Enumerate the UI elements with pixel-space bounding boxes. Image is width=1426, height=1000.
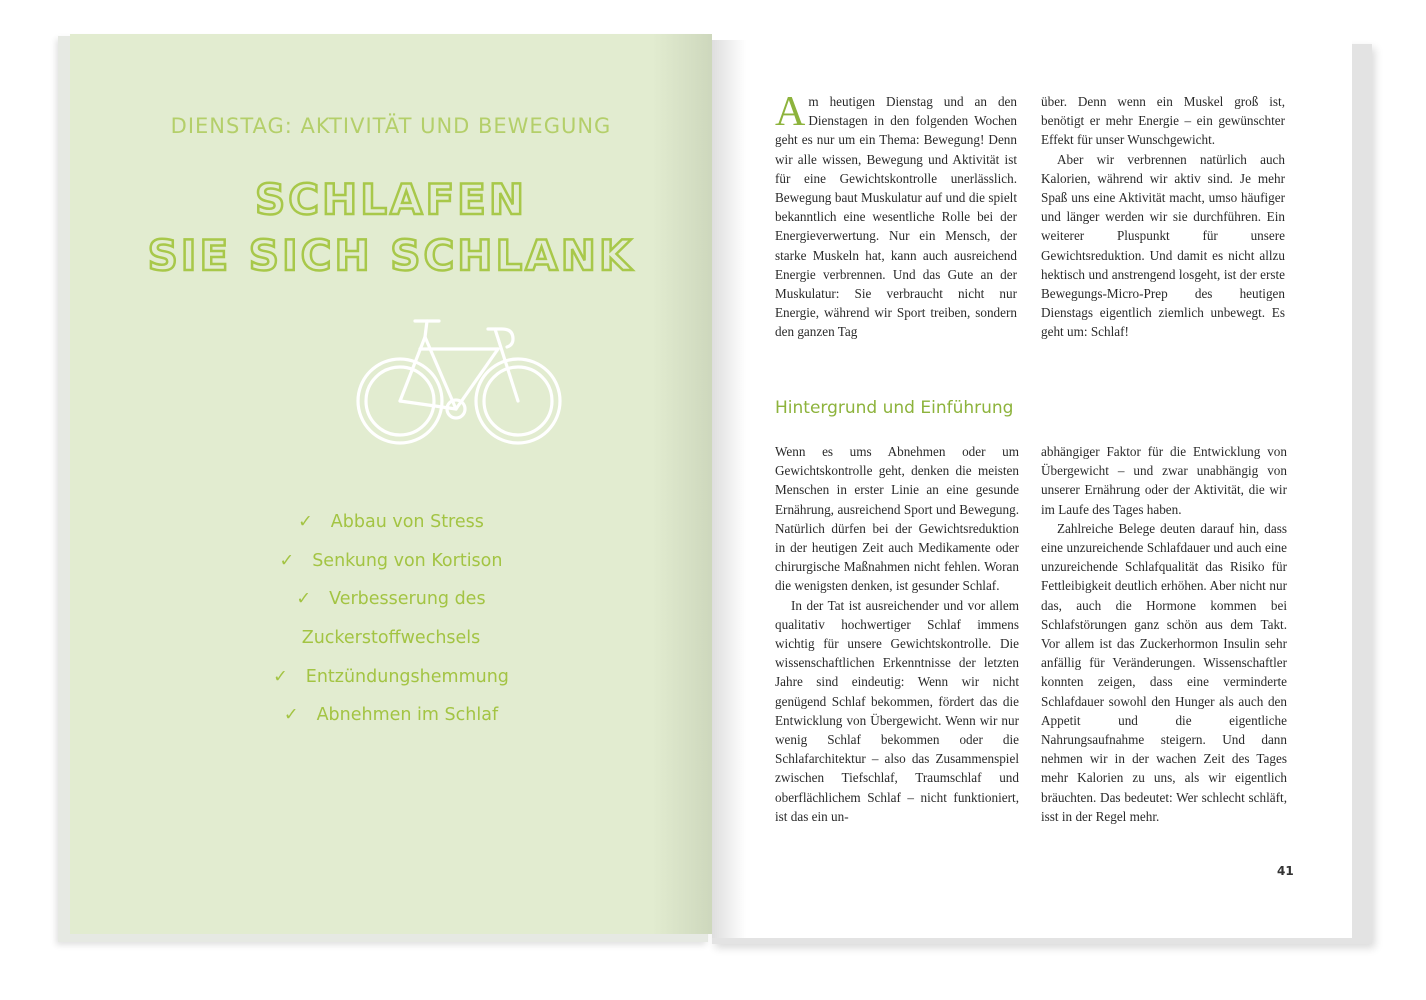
body-column-1 xyxy=(775,442,1019,826)
benefit-item xyxy=(70,580,712,619)
drop-cap: A xyxy=(775,89,806,135)
checkmark-icon: ✓ xyxy=(296,589,312,610)
benefit-label: Verbesserung des xyxy=(329,589,486,610)
section-heading: Hintergrund und Einführung xyxy=(775,398,1014,418)
benefit-label: Entzündungshemmung xyxy=(305,666,509,687)
benefit-label: Senkung von Kortison xyxy=(312,550,503,571)
page-number: 41 xyxy=(1277,864,1294,878)
benefit-item xyxy=(70,542,712,581)
body-column-2 xyxy=(1041,442,1287,826)
benefit-label: Abnehmen im Schlaf xyxy=(316,705,499,726)
checkmark-icon: ✓ xyxy=(279,550,295,571)
checkmark-icon: ✓ xyxy=(273,666,288,687)
left-page xyxy=(70,34,712,934)
benefit-item-continuation xyxy=(70,619,712,658)
body-paragraph-2: In der Tat ist ausreichender und vor allem qualitativ hochwertiger Schlaf immens wichtig für unsere Gewichtskontrolle. Die wissenschaftlichen Erkenntnisse der letzten Jahre sind eindeutig: Wenn wir nicht genügend Schlaf bekommen, fördert das die Entwicklung von Übergewicht. Wenn wir nur wenig Schlaf bekommen oder die Schlafarchitektur – also das Zusammenspiel zwischen Tiefschlaf, Traumschlaf und oberflächlichem Schlaf – nicht funktioniert, ist das ein un- xyxy=(775,597,1019,824)
benefit-item xyxy=(70,503,712,542)
intro-column-1 xyxy=(775,89,1017,342)
body-paragraph-3: abhängiger Faktor für die Entwicklung von Übergewicht – und zwar unabhängig von unserer Ernährung oder der Aktivität, die wir im Laufe des Tages haben. xyxy=(1041,444,1287,517)
body-paragraph-4: Zahlreiche Belege deuten darauf hin, dass eine unzureichende Schlafdauer und auch eine unzureichende Schlafqualität das Risiko für Fettleibigkeit deutlich erhöhen. Aber nicht nur das, auch die Hormone kommen bei Schlafstörungen ganz schön aus dem Takt. Vor allem ist das Zuckerhormon Insulin sehr anfällig für Veränderungen. Wissenschaftler konnten zeigen, dass eine verminderte Schlafdauer sowohl den Hunger als auch den Appetit und die eigentliche Nahrungsaufnahme steigern. Und dann nehmen wir in der wachen Zeit des Tages mehr Kalorien zu uns, als wir eigentlich bräuchten. Das bedeutet: Wer schlecht schläft, isst in der Regel mehr. xyxy=(1041,520,1287,824)
intro-paragraph-1-text: m heutigen Dienstag und an den Dienstagen in den folgenden Wochen geht es nur um ein Thema: Bewegung! Denn wir alle wissen, Bewegung und Aktivität ist für eine Gewichtskontrolle unerlässlich. Bewegung baut Muskulatur auf und die spielt bekanntlich eine wesentliche Rolle bei der Energieverwertung. Nur ein Mensch, der starke Muskeln hat, kann auch ausreichend Energie verbrennen. Und das Gute an der Muskulatur: Sie verbraucht nicht nur Energie, während wir Sport treiben, sondern den ganzen Tag xyxy=(775,94,1017,340)
chapter-overline: DIENSTAG: AKTIVITÄT UND BEWEGUNG xyxy=(170,114,612,138)
intro-paragraph-2: über. Denn wenn ein Muskel groß ist, benötigt er mehr Energie – ein gewünschter Effekt für unser Wunschgewicht. xyxy=(1041,94,1285,148)
chapter-title xyxy=(70,172,712,284)
checkmark-icon: ✓ xyxy=(298,512,313,532)
benefits-list xyxy=(70,503,712,735)
bicycle-icon xyxy=(355,309,563,449)
chapter-title-line-1: SCHLAFEN xyxy=(254,175,528,224)
checkmark-icon: ✓ xyxy=(283,705,299,726)
benefit-label: Abbau von Stress xyxy=(330,512,484,532)
chapter-title-line-2: SIE SICH SCHLANK xyxy=(147,231,635,280)
benefit-item xyxy=(70,658,712,697)
body-paragraph-1: Wenn es ums Abnehmen oder um Gewichtskontrolle geht, denken die meisten Menschen in erster Linie an eine gesunde Ernährung, ausreichend Sport und Bewegung. Natürlich dürfen bei der Gewichtsreduktion in der heutigen Zeit auch Medikamente oder chirurgische Maßnahmen nicht fehlen. Woran die wenigsten denken, ist gesunder Schlaf. xyxy=(775,444,1019,594)
benefit-item xyxy=(70,696,712,735)
intro-column-2 xyxy=(1041,92,1285,342)
benefit-label: Zuckerstoffwechsels xyxy=(301,628,481,649)
intro-paragraph-1 xyxy=(775,89,1017,342)
intro-paragraph-3: Aber wir verbrennen natürlich auch Kalorien, während wir aktiv sind. Je mehr Spaß uns eine Aktivität macht, umso häufiger und länger werden wir sie durchführen. Ein weiterer Pluspunkt für unsere Gewichtsreduktion. Und damit es nicht allzu hektisch und anstrengend losgeht, ist der erste Bewegungs-Micro-Prep des heutigen Dienstags eigentlich ziemlich unbewegt. Es geht um: Schlaf! xyxy=(1041,151,1285,340)
